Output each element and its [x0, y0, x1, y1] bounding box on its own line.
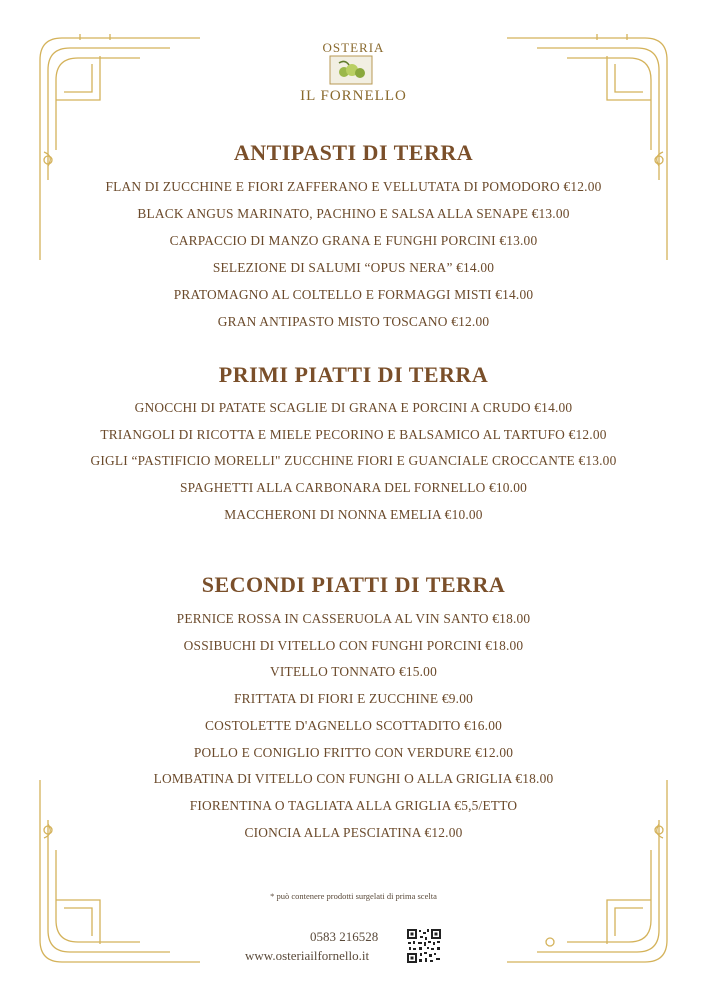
logo-bottom-text: IL FORNELLO: [300, 88, 407, 104]
menu-item: POLLO E CONIGLIO FRITTO CON VERDURE €12.00: [193, 745, 514, 760]
menu-item: OSSIBUCHI DI VITELLO CON FUNGHI PORCINI €18.00: [183, 638, 524, 653]
logo-top-text: OSTERIA: [322, 40, 385, 55]
menu-item: BLACK ANGUS MARINATO, PACHINO E SALSA ALLA SENAPE €13.00: [137, 206, 570, 221]
menu-item: GRAN ANTIPASTO MISTO TOSCANO €12.00: [217, 314, 490, 329]
menu-item: GIGLI “PASTIFICIO MORELLI" ZUCCHINE FIORI E GUANCIALE CROCCANTE €13.00: [90, 453, 617, 468]
section-title-primi: PRIMI PIATTI DI TERRA: [218, 362, 489, 387]
website-link[interactable]: www.osteriailfornello.it: [245, 948, 370, 963]
menu-item: TRIANGOLI DI RICOTTA E MIELE PECORINO E BALSAMICO AL TARTUFO €12.00: [100, 427, 607, 442]
phone-number: 0583 216528: [310, 929, 379, 944]
qr-code-icon[interactable]: [406, 928, 442, 964]
menu-item: CIONCIA ALLA PESCIATINA €12.00: [244, 825, 463, 840]
menu-item: FIORENTINA O TAGLIATA ALLA GRIGLIA €5,5/ETTO: [189, 798, 518, 813]
menu-item: GNOCCHI DI PATATE SCAGLIE DI GRANA E PORCINI A CRUDO €14.00: [134, 400, 573, 415]
menu-item: FRITTATA DI FIORI E ZUCCHINE €9.00: [234, 691, 473, 706]
menu-item: PRATOMAGNO AL COLTELLO E FORMAGGI MISTI €14.00: [173, 287, 534, 302]
menu-item: CARPACCIO DI MANZO GRANA E FUNGHI PORCINI €13.00: [169, 233, 538, 248]
menu-item: FLAN DI ZUCCHINE E FIORI ZAFFERANO E VELLUTATA DI POMODORO €12.00: [105, 179, 602, 194]
menu-item: MACCHERONI DI NONNA EMELIA €10.00: [224, 507, 483, 522]
section-title-antipasti: ANTIPASTI DI TERRA: [233, 140, 474, 165]
frozen-products-note: * può contenere prodotti surgelati di prima scelta: [270, 891, 437, 901]
menu-item: SPAGHETTI ALLA CARBONARA DEL FORNELLO €10.00: [179, 480, 528, 495]
menu-item: VITELLO TONNATO €15.00: [270, 664, 437, 679]
logo-emblem-icon: [329, 55, 373, 85]
menu-item: LOMBATINA DI VITELLO CON FUNGHI O ALLA GRIGLIA €18.00: [153, 771, 554, 786]
menu-item: SELEZIONE DI SALUMI “OPUS NERA” €14.00: [212, 260, 495, 275]
menu-item: COSTOLETTE D'AGNELLO SCOTTADITO €16.00: [204, 718, 503, 733]
menu-item: PERNICE ROSSA IN CASSERUOLA AL VIN SANTO €18.00: [176, 611, 531, 626]
section-title-secondi: SECONDI PIATTI DI TERRA: [201, 572, 506, 597]
